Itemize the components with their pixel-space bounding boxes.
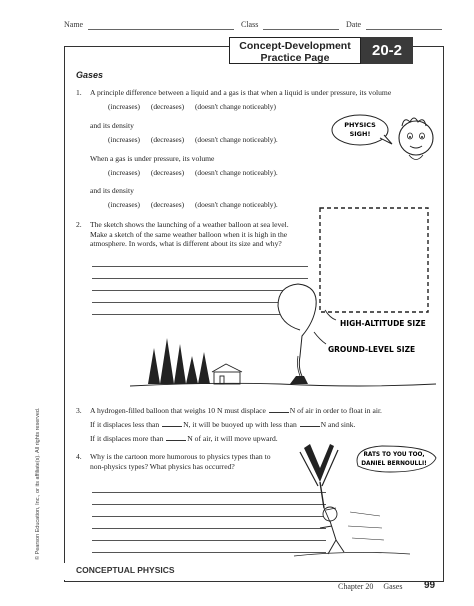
- option-increases[interactable]: (increases): [108, 102, 141, 111]
- title-line2: Practice Page: [260, 52, 330, 64]
- chapter-number: Chapter 20: [338, 582, 374, 591]
- option-no-change[interactable]: (doesn't change noticeably).: [194, 168, 278, 177]
- q2-text: The sketch shows the launching of a weather balloon at sea level. Make a sketch of the same weather balloon when it is high in the atmosphere. In words, what is different about its size and why?: [90, 220, 289, 249]
- q1-options-density-liquid: [108, 135, 287, 144]
- name-label: Name: [64, 20, 84, 29]
- option-decreases[interactable]: (decreases): [150, 200, 185, 209]
- q3-line-1: [90, 406, 382, 416]
- date-field[interactable]: [366, 29, 442, 30]
- q3-line2-b: N, it will be buoyed up with less than: [183, 420, 297, 429]
- q3-blank-2[interactable]: [162, 420, 182, 427]
- footer-label: CONCEPTUAL PHYSICS: [76, 565, 175, 575]
- q4-number: 4.: [76, 452, 82, 461]
- ground-line: [130, 383, 436, 386]
- name-field[interactable]: [88, 29, 234, 30]
- q2-number: 2.: [76, 220, 82, 229]
- q3-line3-b: N of air, it will move upward.: [187, 434, 278, 443]
- page-number: 99: [424, 580, 436, 591]
- q3-number: 3.: [76, 406, 82, 415]
- q3-line1-b: N of air in order to float in air.: [289, 406, 382, 415]
- q4-text: Why is the cartoon more humorous to physics types than to non-physics types? What physics has occurred?: [90, 452, 271, 471]
- q3-blank-4[interactable]: [166, 434, 186, 441]
- ground-level-label: GROUND-LEVEL SIZE: [328, 345, 416, 354]
- option-increases[interactable]: (increases): [108, 200, 141, 209]
- chapter-badge: 20-2: [361, 37, 413, 64]
- option-increases[interactable]: (increases): [108, 135, 141, 144]
- option-no-change[interactable]: (doesn't change noticeably): [194, 102, 276, 111]
- svg-text:SIGH!: SIGH!: [349, 130, 371, 138]
- sighing-face-cartoon: [330, 108, 440, 178]
- q1-options-volume-liquid: [108, 102, 285, 111]
- option-decreases[interactable]: (decreases): [150, 135, 185, 144]
- q3-line2-a: If it displaces less than: [90, 420, 160, 429]
- q1-gas-text: When a gas is under pressure, its volume: [90, 154, 215, 163]
- balloon-sketch: [130, 206, 436, 394]
- q1-text: A principle difference between a liquid and a gas is that when a liquid is under pressure, its volume: [90, 88, 392, 97]
- title-line1: Concept-Development: [239, 40, 351, 52]
- speech-bubble: [357, 446, 436, 472]
- option-no-change[interactable]: (doesn't change noticeably).: [194, 135, 278, 144]
- section-title: Gases: [76, 70, 104, 80]
- q1-density-label-2: and its density: [90, 186, 134, 195]
- q1-options-volume-gas: [108, 168, 287, 177]
- q3-blank-3[interactable]: [300, 420, 320, 427]
- q3-line3-a: If it displaces more than: [90, 434, 164, 443]
- copyright-notice: © Pearson Education, Inc., or its affiliate(s). All rights reserved.: [35, 407, 41, 560]
- q3-line2-c: N and sink.: [320, 420, 356, 429]
- umbrella-cartoon: [290, 442, 440, 562]
- option-increases[interactable]: (increases): [108, 168, 141, 177]
- option-no-change[interactable]: (doesn't change noticeably).: [194, 200, 278, 209]
- footer-bar: [64, 563, 442, 580]
- q3-line1-a: A hydrogen-filled balloon that weighs 10 N must displace: [90, 406, 266, 415]
- svg-text:DANIEL BERNOULLI!: DANIEL BERNOULLI!: [361, 461, 427, 467]
- chapter-ref: [338, 582, 402, 591]
- house: [212, 364, 242, 384]
- q1-density-label: and its density: [90, 121, 134, 130]
- high-altitude-drawing-box[interactable]: [320, 208, 428, 312]
- date-label: Date: [346, 20, 362, 29]
- high-altitude-label: HIGH-ALTITUDE SIZE: [340, 319, 426, 328]
- option-decreases[interactable]: (decreases): [150, 102, 185, 111]
- bubble-text: PHYSICS: [344, 121, 376, 129]
- q3-blank-1[interactable]: [269, 406, 289, 413]
- wind-lines: [348, 512, 384, 540]
- q3-line-3: [90, 434, 278, 444]
- trees: [148, 338, 210, 384]
- chapter-topic: Gases: [383, 582, 403, 591]
- inverted-umbrella: [304, 444, 334, 482]
- title-box: [229, 37, 361, 64]
- class-label: Class: [241, 20, 259, 29]
- q3-line-2: [90, 420, 355, 430]
- launcher: [290, 376, 308, 384]
- bubble-text: RATS TO YOU TOO,: [363, 452, 425, 458]
- option-decreases[interactable]: (decreases): [150, 168, 185, 177]
- q1-number: 1.: [76, 88, 82, 97]
- class-field[interactable]: [263, 29, 339, 30]
